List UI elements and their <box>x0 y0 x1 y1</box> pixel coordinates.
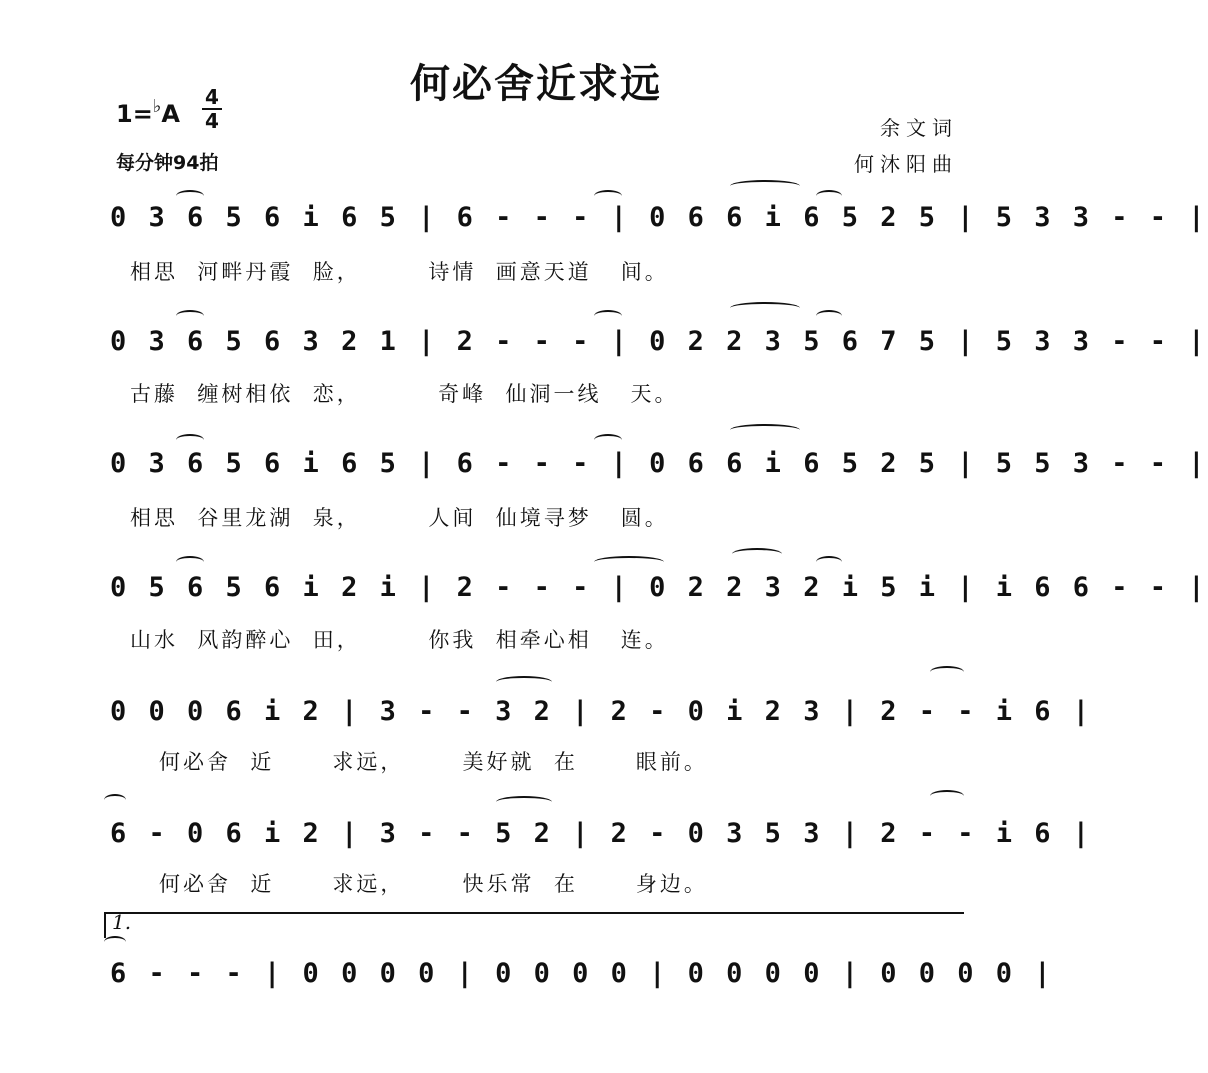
lyrics-line-6: 何必舍 近 求远， 快乐常 在 身边。 <box>130 872 708 896</box>
lyricist-credit: 余文词 <box>880 116 958 140</box>
tie-arc <box>816 556 842 568</box>
lyrics-line-3: 相思 谷里龙湖 泉， 人间 仙境寻梦 圆。 <box>130 506 669 530</box>
slur-arc <box>732 548 782 560</box>
notation-line-1: 0 3 6 5 6 i 6 5 | 6 - - - | 0 6 6 i 6 5 2 5 | 5 3 3 - - | <box>110 202 1208 233</box>
slur-arc <box>730 180 800 192</box>
slur-arc <box>496 796 552 808</box>
tie-arc <box>594 190 622 202</box>
notation-line-6: 6 - 0 6 i 2 | 3 - - 5 2 | 2 - 0 3 5 3 | 2 - - i 6 | <box>110 818 1093 849</box>
time-signature <box>202 86 222 132</box>
lyrics-line-2: 古藤 缠树相依 恋， 奇峰 仙洞一线 天。 <box>130 382 679 406</box>
notation-line-7: 6 - - - | 0 0 0 0 | 0 0 0 0 | 0 0 0 0 | 0 0 0 0 | <box>110 958 1054 989</box>
time-signature-top: 4 <box>202 86 222 110</box>
notation-line-2: 0 3 6 5 6 3 2 1 | 2 - - - | 0 2 2 3 5 6 7 5 | 5 3 3 - - | <box>110 326 1208 357</box>
tie-arc <box>594 434 622 446</box>
tie-arc <box>176 310 204 322</box>
tie-arc <box>816 190 842 202</box>
tie-arc <box>176 556 204 568</box>
volta-label: 1. <box>112 910 132 934</box>
slur-arc <box>496 676 552 688</box>
slur-arc <box>104 936 126 948</box>
tempo-marking: 每分钟94拍 <box>116 152 219 174</box>
time-signature-bottom: 4 <box>205 109 219 133</box>
lyrics-line-1: 相思 河畔丹霞 脸， 诗情 画意天道 间。 <box>130 260 669 284</box>
volta-line <box>104 912 964 914</box>
flat-sign: ♭ <box>152 96 162 117</box>
notation-line-5: 0 0 0 6 i 2 | 3 - - 3 2 | 2 - 0 i 2 3 | 2 - - i 6 | <box>110 696 1093 727</box>
key-note: A <box>161 100 180 128</box>
composer-credit: 何沐阳曲 <box>854 152 958 176</box>
tie-arc <box>176 190 204 202</box>
notation-line-4: 0 5 6 5 6 i 2 i | 2 - - - | 0 2 2 3 2 i 5 i | i 6 6 - - | <box>110 572 1208 603</box>
song-title: 何必舍近求远 <box>410 60 662 107</box>
lyrics-line-4: 山水 风韵醉心 田， 你我 相牵心相 连。 <box>130 628 669 652</box>
notation-line-3: 0 3 6 5 6 i 6 5 | 6 - - - | 0 6 6 i 6 5 2 5 | 5 5 3 - - | <box>110 448 1208 479</box>
key-prefix: 1= <box>116 100 153 128</box>
volta-bracket <box>104 912 106 938</box>
slur-arc <box>930 666 964 678</box>
key-signature <box>116 96 180 128</box>
tie-arc <box>816 310 842 322</box>
slur-arc <box>730 302 800 314</box>
slur-arc <box>594 556 664 568</box>
slur-arc <box>104 794 126 806</box>
lyrics-line-5: 何必舍 近 求远， 美好就 在 眼前。 <box>130 750 708 774</box>
tie-arc <box>176 434 204 446</box>
slur-arc <box>730 424 800 436</box>
tie-arc <box>594 310 622 322</box>
slur-arc <box>930 790 964 802</box>
